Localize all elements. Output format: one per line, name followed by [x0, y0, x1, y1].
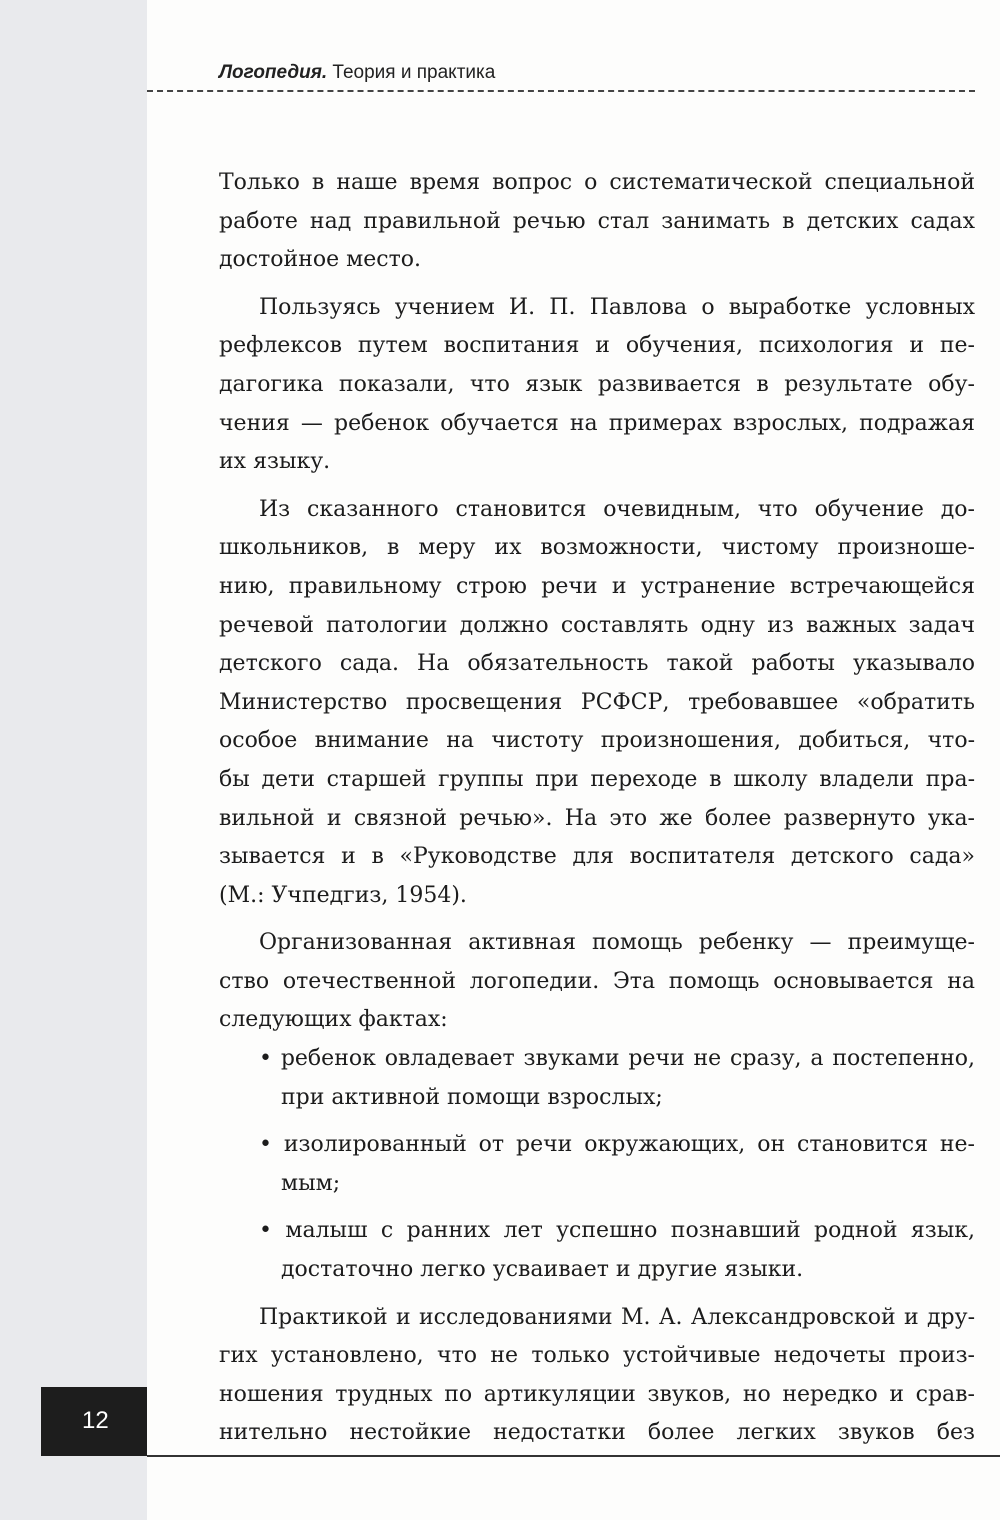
text-line: особое внимание на чистоту произношения, добиться, что- — [219, 728, 975, 754]
text-line: Организованная активная помощь ребенку — преимуще- — [259, 930, 975, 956]
text-line: речевой патологии должно составлять одну из важных задач — [219, 612, 975, 638]
text-line: Из сказанного становится очевидным, что обучение до- — [259, 496, 975, 522]
text-line: ство отечественной логопедии. Эта помощь основывается на — [219, 968, 975, 994]
header-dashed-rule — [147, 90, 975, 92]
running-head — [219, 62, 495, 84]
page-number: 12 — [82, 1407, 109, 1434]
text-line: дагогика показали, что язык развивается в результате обу- — [219, 371, 975, 397]
footer-rule — [147, 1455, 1000, 1457]
text-line: достойное место. — [219, 247, 421, 273]
text-line: Пользуясь учением И. П. Павлова о выработке условных — [259, 294, 975, 320]
body-text — [219, 164, 975, 1453]
text-line: (М.: Учпедгиз, 1954). — [219, 882, 467, 908]
text-line: работе над правильной речью стал занимать в детских садах — [219, 208, 975, 234]
text-line: гих установлено, что не только устойчивые недочеты произ- — [219, 1343, 975, 1369]
text-line: детского сада. На обязательность такой работы указывало — [219, 651, 975, 677]
text-line: чения — ребенок обучается на примерах взрослых, подражая — [219, 410, 975, 436]
text-line: бы дети старшей группы при переходе в школу владели пра- — [219, 766, 975, 792]
list-item-continuation: мым; — [281, 1170, 341, 1196]
page-margin-strip — [0, 0, 147, 1520]
text-line: нительно нестойкие недостатки более легких звуков без — [219, 1420, 975, 1446]
list-item: • ребенок овладевает звуками речи не сразу, а постепенно, — [259, 1046, 975, 1072]
list-item: • изолированный от речи окружающих, он становится не- — [259, 1132, 975, 1158]
text-line: ношения трудных по артикуляции звуков, но нередко и срав- — [219, 1381, 975, 1407]
text-line: Только в наше время вопрос о систематической специальной — [219, 170, 975, 195]
text-line: рефлексов путем воспитания и обучения, психология и пе- — [219, 333, 975, 359]
text-line: вильной и связной речью». На это же более развернуто ука- — [219, 805, 975, 831]
text-line: Практикой и исследованиями М. А. Александровской и дру- — [259, 1304, 975, 1330]
list-item-continuation: при активной помощи взрослых; — [281, 1084, 663, 1110]
list-item: • малыш с ранних лет успешно познавший родной язык, — [259, 1218, 975, 1244]
text-line: следующих фактах: — [219, 1007, 448, 1033]
text-line: Министерство просвещения РСФСР, требовавшее «обратить — [219, 689, 975, 715]
text-line: нию, правильному строю речи и устранение встречающейся — [219, 573, 975, 599]
list-item-continuation: достаточно легко усваивает и другие языки. — [281, 1257, 804, 1283]
text-line: зывается и в «Руководстве для воспитателя детского сада» — [219, 844, 975, 870]
running-head-subtitle: Теория и практика — [327, 62, 496, 83]
running-head-bold: Логопедия. — [219, 62, 328, 83]
text-line: школьников, в меру их возможности, чистому произноше- — [219, 535, 975, 561]
text-line: их языку. — [219, 449, 331, 475]
